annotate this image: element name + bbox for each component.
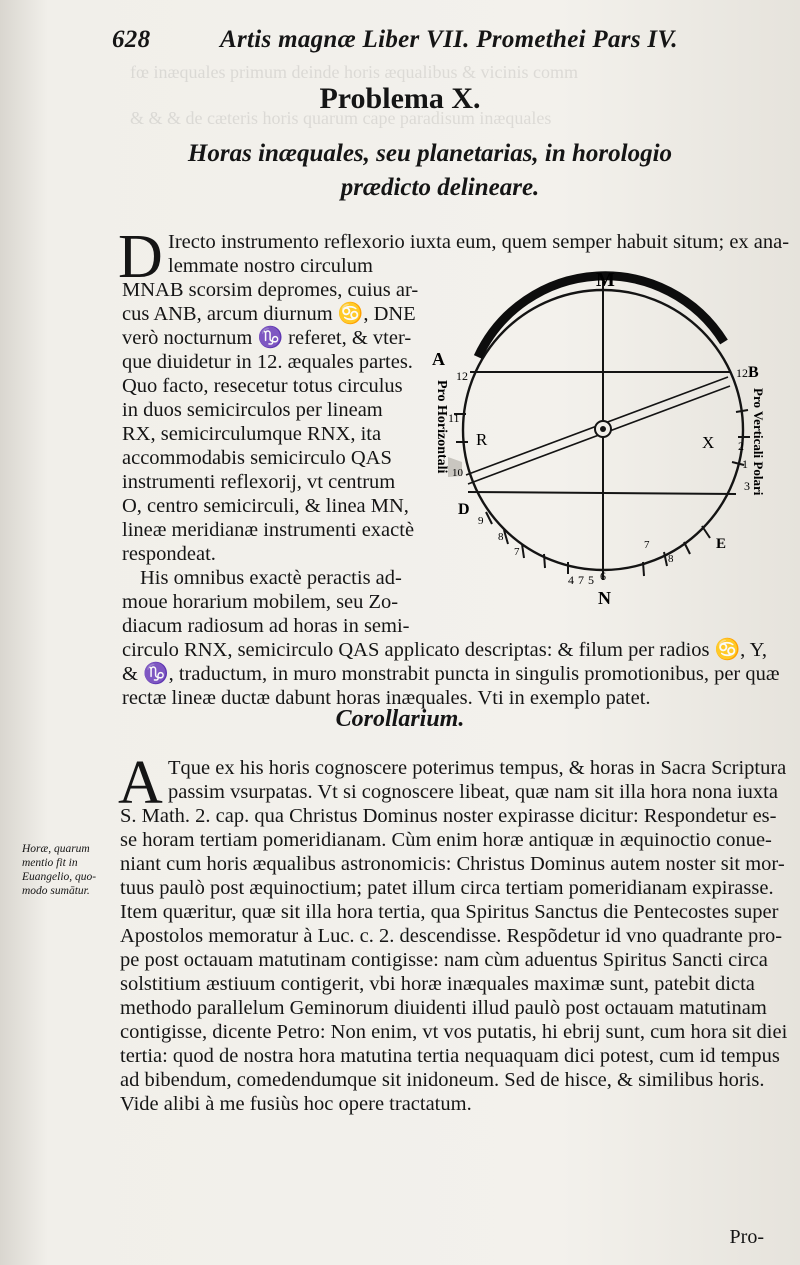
- problem-line: lineæ meridianæ instrumenti exactè: [122, 519, 415, 541]
- corollary-line: niant cum horis æqualibus astronomicis: Christus Dominus autem noster sit mor-: [120, 853, 785, 875]
- problem-line: in duos semicirculos per lineam: [122, 399, 383, 421]
- corollary-line: Tque ex his horis cognoscere poterimus tempus, & horas in Sacra Scriptura: [168, 757, 787, 779]
- problem-line: & ♑, traductum, in muro monstrabit puncta in singulis promotionibus, per quæ: [122, 663, 780, 685]
- problem-line: accommodabis semicirculo QAS: [122, 447, 392, 469]
- label-8: 8: [498, 531, 504, 543]
- problem-line: O, centro semicirculi, & linea MN,: [122, 495, 409, 517]
- problem-line: His omnibus exactè peractis ad-: [140, 567, 402, 589]
- problem-line: diacum radiosum ad horas in semi-: [122, 615, 410, 637]
- label-12-right: 12: [736, 366, 748, 380]
- problem-line: lemmate nostro circulum: [168, 255, 373, 277]
- margin-note-line: modo sumātur.: [22, 885, 90, 897]
- label-7: 7: [514, 546, 520, 558]
- label-3: 3: [744, 479, 750, 493]
- chord-lower: [468, 492, 736, 494]
- problem-line: rectæ lineæ ductæ dabunt horas inæquales. Vti in exemplo patet.: [122, 687, 651, 709]
- horologium-diagram: [418, 262, 800, 612]
- corollary-dropcap: A: [118, 749, 163, 817]
- problem-line: RX, semicirculumque RNX, ita: [122, 423, 382, 445]
- problem-line: Quo facto, resecetur totus circulus: [122, 375, 403, 397]
- label-11: 11: [448, 411, 460, 425]
- label-5: 5: [588, 573, 594, 587]
- corollary-line: tuus paulò post æquinoctium; patet illum circa tertiam pomeridianam expirasse.: [120, 877, 774, 899]
- corollary-line: ad bibendum, comedendumque sit inidoneum. Sed de hisce, & similibus horis.: [120, 1069, 765, 1091]
- label-e: E: [716, 536, 727, 552]
- label-2: 2: [738, 439, 744, 453]
- label-1: 1: [742, 457, 748, 471]
- label-n: N: [598, 588, 611, 608]
- problem-line: cus ANB, arcum diurnum ♋, DNE: [122, 303, 416, 325]
- margin-note: [22, 842, 96, 898]
- problem-line: circulo RNX, semicirculo QAS applicato descriptas: & filum per radios ♋, Y,: [122, 639, 767, 661]
- page-number: 628: [112, 26, 151, 53]
- problem-subtitle-line1: Horas inæquales, seu planetarias, in horologio: [187, 140, 673, 167]
- problem-subtitle-line2: prædicto delineare.: [340, 174, 540, 201]
- problem-line: respondeat.: [122, 543, 216, 565]
- corollary-title: Corollarium.: [335, 706, 465, 732]
- margin-note-line: Horæ, quarum: [22, 843, 90, 855]
- corollary-line: Apostolos memoratur à Luc. c. 2. descendisse. Respõdetur id vno quadrante pro-: [120, 925, 783, 947]
- corollary-line: pe post octauam matutinam contigisse: nam cùm aduentus Spiritus Sancti circa: [120, 949, 768, 971]
- corollary-line: passim vsurpatas. Vt si cognoscere libeat, quæ nam sit illa hora nona iuxta: [168, 781, 778, 803]
- label-12-left: 12: [456, 369, 468, 383]
- corollary-line: Item quæritur, quæ sit illa hora tertia, qua Spiritus Sanctus die Pentecostes super: [120, 901, 779, 923]
- bleed-through: & & & de cæteris horis quarum cape paradisum inæquales: [130, 108, 552, 128]
- corollary-line: solstitium æstiuum contigerit, vbi horæ inæquales maximæ sunt, patebit dicta: [120, 973, 755, 995]
- corollary-line: S. Math. 2. cap. qua Christus Dominus noster expirasse dicitur: Respondetur es-: [120, 805, 777, 827]
- corollary-line: methodo parallelum Geminorum diuidenti illud paulò post octauam matutinam: [120, 997, 767, 1019]
- problem-line: moue horarium mobilem, seu Zo-: [122, 591, 399, 613]
- problem-line: MNAB scorsim depromes, cuius ar-: [122, 279, 419, 301]
- label-r: R: [476, 430, 488, 449]
- corollary-line: se horam tertiam pomeridianam. Cùm enim horæ antiquæ in æquinoctio conue-: [120, 829, 772, 851]
- label-6: 6: [600, 569, 606, 583]
- bleed-through: fœ inæquales primum deinde horis æqualibus & vicinis comm: [130, 62, 578, 82]
- problem-dropcap: D: [118, 223, 163, 291]
- center-o-dot: [600, 426, 606, 432]
- label-pro-horizontali: Pro Horizontali: [434, 380, 449, 474]
- label-7b: 7: [578, 573, 584, 587]
- corollary-line: tertia: quod de nostra hora matutina tertia nequaquam dici potest, cum id tempus: [120, 1045, 780, 1067]
- label-4: 4: [568, 573, 574, 587]
- label-x: X: [702, 433, 715, 452]
- corollary-line: contigisse, dicente Petro: Non enim, vt vos putatis, hi ebrij sunt, cum hora sit diei: [120, 1021, 788, 1043]
- problem-line: instrumenti reflexorij, vt centrum: [122, 471, 396, 493]
- label-pro-verticali-polari: Pro Verticali Polari: [751, 388, 766, 496]
- margin-note-line: Euangelio, quo-: [22, 871, 97, 883]
- running-title: Artis magnæ Liber VII. Promethei Pars IV.: [220, 26, 678, 53]
- label-7c: 7: [644, 539, 650, 551]
- margin-note-line: mentio fit in: [22, 857, 78, 869]
- label-b: B: [748, 364, 759, 381]
- label-8b: 8: [668, 553, 674, 565]
- label-m: M: [596, 269, 615, 291]
- problem-title: Problema X.: [319, 82, 481, 115]
- problem-line: Irecto instrumento reflexorio iuxta eum, quem semper habuit situm; ex ana-: [168, 231, 790, 253]
- label-9: 9: [478, 515, 484, 527]
- problem-line: verò nocturnum ♑ referet, & vter-: [122, 327, 412, 349]
- label-10: 10: [452, 467, 463, 479]
- catchword: Pro-: [729, 1226, 764, 1248]
- problem-line: que diuidetur in 12. æquales partes.: [122, 351, 413, 373]
- label-a: A: [432, 349, 445, 369]
- corollary-line: Vide alibi à me fusiùs hoc opere tractatum.: [120, 1093, 472, 1115]
- label-d: D: [458, 501, 470, 518]
